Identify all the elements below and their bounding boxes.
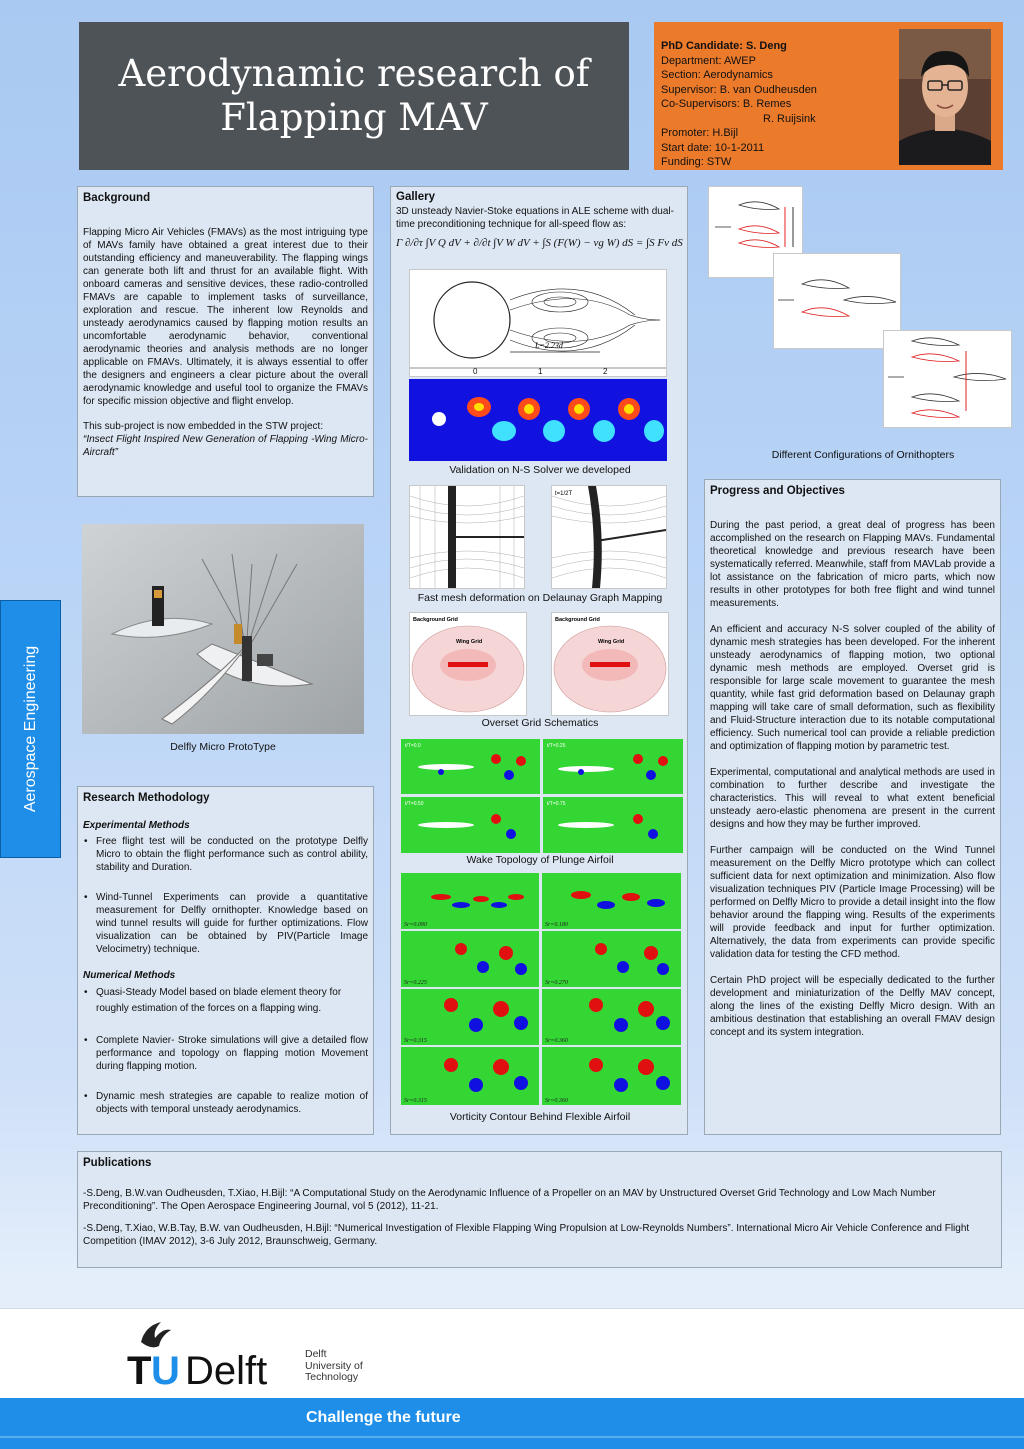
vorticity-label: Sr=0.360 (545, 1098, 568, 1104)
progress-paragraph: An efficient and accuracy N-S solver coupled of the ability of dynamic mesh strategies has been developed. For the inherent unsteady aerodynamics of flapping motion, two optional dynamic mesh methods are employed. Overset grid is responsible for large scale movement to guarantee the mesh quantity, while fast grid deformation based on Delaunay graph mapping will take care of small deformation, such as flexibility and Fluid-Structure interaction due to its notable computational efficiency. Such numerical tool can provide a reliable prediction and optimization of flapping motion by parametric test. (710, 624, 995, 752)
methodology-panel (77, 786, 374, 1135)
cylinder-streamline-figure (409, 269, 667, 377)
background-heading: Background (83, 192, 151, 204)
vortex-street-figure (409, 379, 667, 461)
overset-bg-label: Background Grid (413, 617, 458, 623)
department-side-tab (0, 600, 61, 858)
cylinder-length-label: L=2.23d (535, 341, 563, 350)
mesh-deformation-figure-2 (551, 485, 667, 589)
plunge-label: t/T=0.50 (405, 801, 424, 807)
overset-wing-label: Wing Grid (456, 639, 483, 645)
candidate-line: Promoter: H.Bijl (661, 127, 739, 139)
candidate-details (661, 39, 817, 170)
numerical-methods-heading: Numerical Methods (83, 970, 176, 981)
university-line: Technology (305, 1371, 359, 1383)
overset-grid-figure-2 (551, 612, 669, 716)
candidate-line: Section: Aerodynamics (661, 69, 773, 81)
progress-paragraph: Experimental, computational and analytical methods are used in combination to further describe and investigate the characteristics. This will reveal to what extent beneficial unsteady aero-elastic phenomena are present in the current designs and how they may be further improved. (710, 767, 995, 830)
vorticity-label: Sr=0.180 (545, 922, 568, 928)
progress-panel (704, 479, 1001, 1135)
list-item: • Complete Navier- Stroke simulations will give a detailed flow performance and topology on flapping motion Movement during flapping motion. (83, 1034, 368, 1073)
tick-label: 2 (603, 367, 608, 376)
gallery-caption-validation: Validation on N-S Solver we developed (449, 464, 631, 476)
ornithopter-config-3 (883, 330, 1012, 428)
vorticity-contour-figure (401, 873, 681, 1105)
poster-title (79, 22, 629, 170)
publication-item: -S.Deng, T.Xiao, W.B.Tay, B.W. van Oudheusden, H.Bijl: “Numerical Investigation of Flexible Flapping Wing Propulsion at Low-Reynolds Numbers”. International Micro Air Vehicle Conference and Flight Competition (IMAV 2012), 3-6 July 2012, Braunschweig, Germany. (83, 1223, 970, 1247)
candidate-line: Co-Supervisors: B. Remes (661, 98, 792, 110)
gallery-caption-vorticity: Vorticity Contour Behind Flexible Airfoil (449, 1111, 631, 1123)
university-line: Delft (305, 1348, 327, 1360)
background-panel (77, 186, 374, 497)
plunge-label: t/T=0.0 (405, 743, 421, 749)
mesh-deformation-figure-1 (409, 485, 525, 589)
publications-panel (77, 1151, 1002, 1268)
gallery-caption-mesh: Fast mesh deformation on Delaunay Graph Mapping (417, 592, 663, 604)
ornithopter-config-2 (773, 253, 901, 349)
background-stw-project: “Insect Flight Inspired New Generation of Flapping -Wing Micro- Aircraft” (83, 434, 368, 458)
vorticity-label: Sr=0.090 (404, 922, 427, 928)
overset-bg-label: Background Grid (555, 617, 600, 623)
vorticity-label: Sr=0.315 (404, 1038, 427, 1044)
slogan: Challenge the future (306, 1409, 461, 1426)
candidate-line: Supervisor: B. van Oudheusden (661, 83, 817, 96)
list-item: • Quasi-Steady Model based on blade element theory for roughly estimation of the forces on a flapping wing. (83, 985, 368, 1017)
title-line-1: Aerodynamic research of (118, 51, 590, 95)
side-tab-label: Aerospace Engineering (21, 645, 39, 813)
vorticity-label: Sr=0.270 (545, 980, 568, 986)
mesh-time-label: t=1/2T (555, 491, 573, 497)
vorticity-label: Sr=0.315 (404, 1098, 427, 1104)
delfly-photo (82, 524, 364, 734)
numerical-methods-list (83, 985, 368, 1116)
candidate-line: Funding: STW (661, 156, 732, 168)
title-line-2: Flapping MAV (220, 96, 488, 139)
university-name (305, 1349, 363, 1384)
experimental-methods-list (83, 835, 368, 956)
background-stw-note: This sub-project is now embedded in the STW project: (83, 421, 324, 432)
gallery-caption-plunge: Wake Topology of Plunge Airfoil (466, 854, 614, 866)
ornithopter-caption: Different Configurations of Ornithopters (771, 449, 955, 461)
progress-paragraph: During the past period, a great deal of progress has been accomplished on the research on Flapping MAVs. Fundamental theoretical knowledge and previous research have been systematically referred. Meanwhile, staff from MAVLab provide a lot assistance on the fabrication of micro parts, which now results in other prototypes for both free flight and wind tunnel measurements. (710, 520, 995, 609)
university-line: University of (305, 1359, 363, 1372)
list-item: • Free flight test will be conducted on the prototype Delfly Micro to obtain the flight performance such as control ability, stability and Duration. (83, 835, 368, 874)
list-item: • Dynamic mesh strategies are capable to realize motion of objects with temporal unsteady aerodynamics. (83, 1090, 368, 1116)
gallery-caption-overset: Overset Grid Schematics (481, 717, 599, 729)
overset-wing-label: Wing Grid (598, 639, 625, 645)
logo-t-letter: T (127, 1349, 152, 1390)
candidate-line: R. Ruijsink (763, 112, 816, 125)
delfly-caption: Delfly Micro ProtoType (170, 741, 276, 753)
logo-u-letter: U (151, 1349, 180, 1390)
background-paragraph: Flapping Micro Air Vehicles (FMAVs) as the most intriguing type of MAVs family have obtained a great interest due to their outstanding efficiency and maneuverability. The flapping wings can generate both lift and thrust for an available flight. With onboard cameras and sensitive devices, these radio-controlled FMAVs are capable to implement tasks of surveillance, exploration and rescue. The inherent low Reynolds and unsteady aerodynamics caused by flapping motion results an uncomfortable aerodynamic behavior, conventional aerodynamic theories and analysis methods are no longer applicable on FMAVs. Ultimately, it is always essential to offer the designers and engineers a clear picture about the overall aerodynamic knowledge and useful tool to organize the FMAVs for specific mission objective and flight envelop. (83, 227, 368, 407)
plunge-wake-figure (401, 739, 683, 853)
tick-label: 0 (473, 367, 478, 376)
list-item: • Wind-Tunnel Experiments can provide a quantitative measurement for Delfly ornithopter. Knowledge based on wind tunnel results will guide for further optimizations. Flow visualization can be obtained by PIV(Particle Image Velocimetry) technique. (83, 891, 368, 956)
progress-paragraph: Further campaign will be conducted on the Wind Tunnel measurement on the Delfly Micro prototype which can collect sufficient data for next optimization and minimization. Also flow visualization techniques PIV (Particle Image Processing) will be performed on Delfly Micro to provide a detail insight into the flow behavior around the flapping wing. Results of the experiments will provide feedback and input for further optimization. Alternatively, the data from experiments can provide specific validation data for testing the CFD method. (710, 845, 995, 960)
candidate-info-box (654, 22, 1003, 170)
publications-heading: Publications (83, 1157, 152, 1169)
overset-grid-figure-1 (409, 612, 527, 716)
publication-item: -S.Deng, B.W.van Oudheusden, T.Xiao, H.Bijl: “A Computational Study on the Aerodynamic Influence of a Propeller on an MAV by Unstructured Overset Grid Technology and Low Mach Number Preconditioning”. The Open Aerospace Engineering Journal, vol 5 (2012), 11-21. (83, 1188, 936, 1212)
candidate-line: Department: AWEP (661, 54, 756, 67)
governing-equation: Γ ∂/∂τ ∫V Q dV + ∂/∂t ∫V W dV + ∫S (F(W) − vg W) dS = ∫S Fv dS (396, 237, 683, 249)
vorticity-label: Sr=0.225 (404, 980, 427, 986)
gallery-intro: 3D unsteady Navier-Stoke equations in ALE scheme with dual-time preconditioning technique for all-speed flow as: (396, 206, 674, 230)
gallery-panel (390, 186, 688, 1135)
vorticity-label: Sr=0.360 (545, 1038, 568, 1044)
candidate-line: Start date: 10-1-2011 (661, 141, 765, 154)
gallery-heading: Gallery (396, 191, 435, 203)
flame-icon (141, 1322, 171, 1347)
candidate-portrait (899, 29, 991, 165)
experimental-methods-heading: Experimental Methods (83, 820, 190, 831)
footer-band (0, 1398, 1024, 1449)
plunge-label: t/T=0.25 (547, 743, 566, 749)
plunge-label: t/T=0.75 (547, 801, 566, 807)
methodology-heading: Research Methodology (83, 792, 210, 804)
tick-label: 1 (538, 367, 543, 376)
logo-delft-text: Delft (185, 1349, 268, 1390)
candidate-name: PhD Candidate: S. Deng (661, 40, 787, 52)
progress-paragraph: Certain PhD project will be especially dedicated to the further development and miniaturization of the Delfly MAV concept, along the lines of the existing Delfly Micro design. With an ambitious destination that establishing an overall FMAV design concept and its system integration. (710, 975, 995, 1038)
progress-heading: Progress and Objectives (710, 485, 845, 497)
